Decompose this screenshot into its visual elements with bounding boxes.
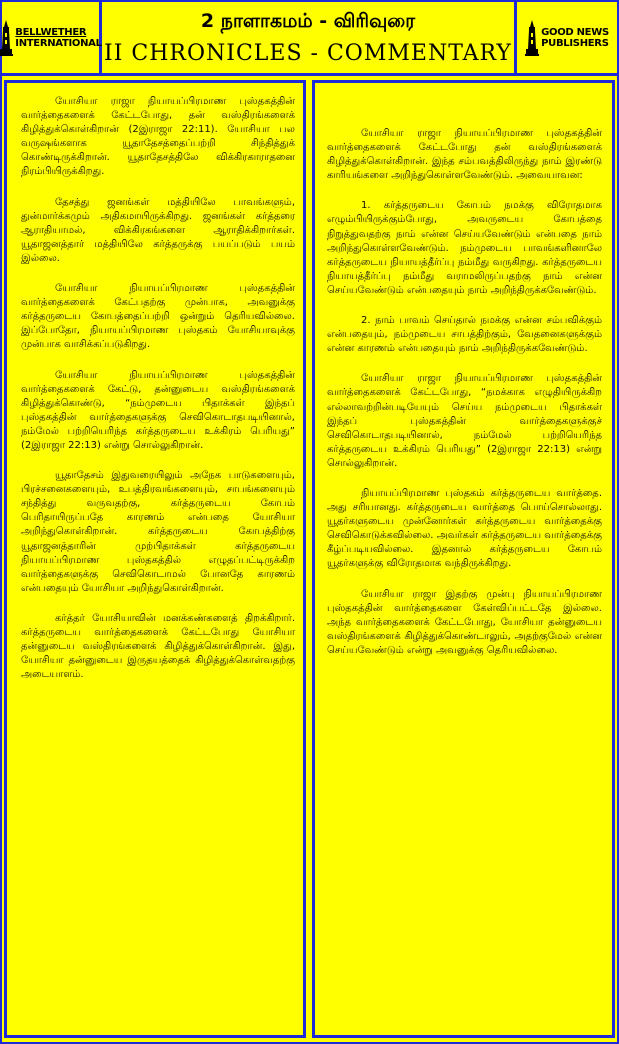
good-news-logo-text: [541, 27, 609, 49]
left-paragraph-3: யோசியா நியாயப்பிரமாண புஸ்தகத்தின் வார்த்தைகளைக் கேட்பதற்கு முன்பாக, அவனுக்கு கர்த்தருடைய கோபத்தைப்பற்றி ஒன்றும் தெரியவில்லை. இப்போதோ, நியாயப்பிரமாண புஸ்தகம் யோசியாவுக்கு முன்பாக வாசிக்கப்படுகிறது.: [21, 283, 295, 351]
right-paragraph-5: நியாயப்பிரமாண புஸ்தகம் கர்த்தருடைய வார்த்தை. அது சரியானது. கர்த்தருடைய வார்த்தை பொய்சொல்லாது. யூதர்களுடைய முன்னோர்கள் கர்த்தருடைய வார்த்தைக்கு செவிகொடுக்கவில்லை. அவர்கள் கர்த்தருடைய வார்த்தைக்கு கீழ்ப்படியவில்லை. இதனால் கர்த்தருடைய கோபம் யூதர்களுக்கு விரோதமாக வந்திருக்கிறது.: [327, 487, 602, 570]
right-paragraph-3: 2. நாம் பாவம் செய்தால் நமக்கு என்ன சம்பவிக்கும் என்பதையும், நம்முடைய சாபத்திற்கும், வேதனைகளுக்கும் என்ன காரணம் என்பதையும் நாம் அறிந்திருக்கவேண்டும்.: [327, 315, 602, 355]
left-paragraph-6: கர்த்தர் யோசியாவின் மனக்கண்களைத் திறக்கிறார். கர்த்தருடைய வார்த்தைகளைக் கேட்டபோது யோசியா தன்னுடைய வஸ்திரங்களைக் கிழித்துக்கொள்கிறான். இது, யோசியா தன்னுடைய இருதயத்தைக் கிழித்துக்கொள்வதற்கு அடையாளம்.: [21, 612, 295, 681]
bellwether-logo-text: [15, 27, 101, 49]
header: [2, 2, 617, 76]
left-paragraph-2: தேசத்து ஜனங்கள் மத்தியிலே பாவங்களும், துன்மார்க்கமும் அதிகமாயிருக்கிறது. ஜனங்கள் கர்த்தரை ஆராதியாமல், விக்கிரகங்களை ஆராதிக்கிறார்கள். யூதாஜனத்தார் மத்தியிலே கர்த்தருக்கு பயப்படும் பயம் இல்லை.: [21, 196, 295, 264]
bellwether-tower-icon: [0, 19, 13, 57]
right-paragraph-2: 1. கர்த்தருடைய கோபம் நமக்கு விரோதமாக எழும்பியிருக்கும்போது, அவருடைய கோபத்தை நிறுத்துவதற்கு நாம் என்ன செய்யவேண்டும் என்பதை நாம் அறிந்துகொள்ளவேண்டும். நம்முடைய பாவங்களினாலே கர்த்தருடைய நியாயத்தீர்ப்பு நம்மீது வருகிறது. கர்த்தருடைய நியாயத்தீர்ப்பு நம்மீது வராமலிருப்பதற்கு நாம் என்ன செய்யவேண்டும் என்பதையும் நாம் அறிந்திருக்கவேண்டும்.: [327, 200, 602, 296]
left-column: [4, 80, 306, 1038]
right-column: [312, 80, 615, 1038]
page-title-tamil: 2 நாளாகமம் - விரிவுரை: [200, 10, 416, 32]
bellwether-logo-line1: BELLWETHER: [15, 26, 87, 38]
right-paragraph-6: யோசியா ராஜா இதற்கு முன்பு நியாயப்பிரமாண புஸ்தகத்தின் வார்த்தைகளை கேள்விப்பட்டதே இல்லை. அந்த வார்த்தைகளைக் கேட்டபோது, யோசியா தன்னுடைய வஸ்திரங்களைக் கிழித்துக்கொண்டாலும், அதற்குமேல் என்ன செய்யவேண்டும் என்று அவனுக்கு தெரியவில்லை.: [327, 588, 602, 656]
page-title-english: II CHRONICLES - COMMENTARY: [104, 41, 512, 66]
left-paragraph-1: யோசியா ராஜா நியாயப்பிரமாண புஸ்தகத்தின் வார்த்தைகளைக் கேட்டபோது, தன் வஸ்திரங்களைக் கிழித்துக்கொள்கிறான் (2இராஜா 22:11). யோசியா பல வருஷங்களாக யூதாதேசத்தைப்பற்றி சிந்தித்துக் கொண்டிருக்கிறான். யூதாதேசத்திலே விக்கிரகாராதனை நிரம்பியிருக்கிறது.: [21, 96, 295, 178]
title-area: [102, 2, 514, 73]
right-paragraph-1: யோசியா ராஜா நியாயப்பிரமாண புஸ்தகத்தின் வார்த்தைகளைக் கேட்டபோது தன் வஸ்திரங்களைக் கிழித்துக்கொள்கிறான். இந்த சம்பவத்திலிருந்து நாம் இரண்டு காரியங்களை அறிந்துகொள்ளவேண்டும். அவையாவன:: [327, 128, 602, 182]
bellwether-logo-line2: INTERNATIONAL: [15, 37, 102, 49]
left-paragraph-4: யோசியா நியாயப்பிரமாண புஸ்தகத்தின் வார்த்தைகளைக் கேட்டு, தன்னுடைய வஸ்திரங்களைக் கிழித்துக்கொண்டு, “நம்முடைய பிதாக்கள் இந்தப் புஸ்தகத்தின் வார்த்தைகளுக்கு செவிகொடாதபடியினால், நம்மேல் பற்றியெரிந்த கர்த்தருடைய உக்கிரம் பெரியது” (2இராஜா 22:13) என்று சொல்லுகிறான்.: [21, 369, 295, 451]
good-news-logo-line1: GOOD NEWS: [541, 26, 609, 38]
left-paragraph-5: யூதாதேசம் இதுவரையிலும் அநேக பாடுகளையும், பிரச்சனைகளையும், உபத்திரவங்களையும், சாபங்களையும் சந்தித்து வருவதற்கு, கர்த்தருடைய கோபம் பெரிதாயிருப்பதே காரணம் என்பதை யோசியா அறிந்துகொள்கிறான். கர்த்தருடைய கோபத்திற்கு யூதாஜனத்தாரின் முற்பிதாக்கள் கர்த்தருடைய நியாயப்பிரமாண புஸ்தகத்தில் எழுதப்பட்டிருக்கிற வார்த்தைகளுக்கு செவிகொடாமல் போனதே காரணம் என்பதையும் யோசியா அறிந்துகொள்கிறான்.: [21, 470, 295, 594]
right-paragraph-4: யோசியா ராஜா நியாயப்பிரமாண புஸ்தகத்தின் வார்த்தைகளைக் கேட்டபோது, “நமக்காக எழுதியிருக்கிற எல்லாவற்றின்படியேயும் செய்ய நம்முடைய பிதாக்கள் இந்தப் புஸ்தகத்தின் வார்த்தைகளுக்குச் செவிகொடாதபடியினால், நம்மேல் பற்றியெரிந்த கர்த்தருடைய உக்கிரம் பெரியது” (2இராஜா 22:13) என்று சொல்லுகிறான்.: [327, 373, 602, 469]
good-news-logo: [514, 2, 617, 73]
bellwether-logo: [2, 2, 102, 73]
good-news-logo-line2: PUBLISHERS: [541, 37, 609, 49]
good-news-tower-icon: [525, 19, 539, 57]
